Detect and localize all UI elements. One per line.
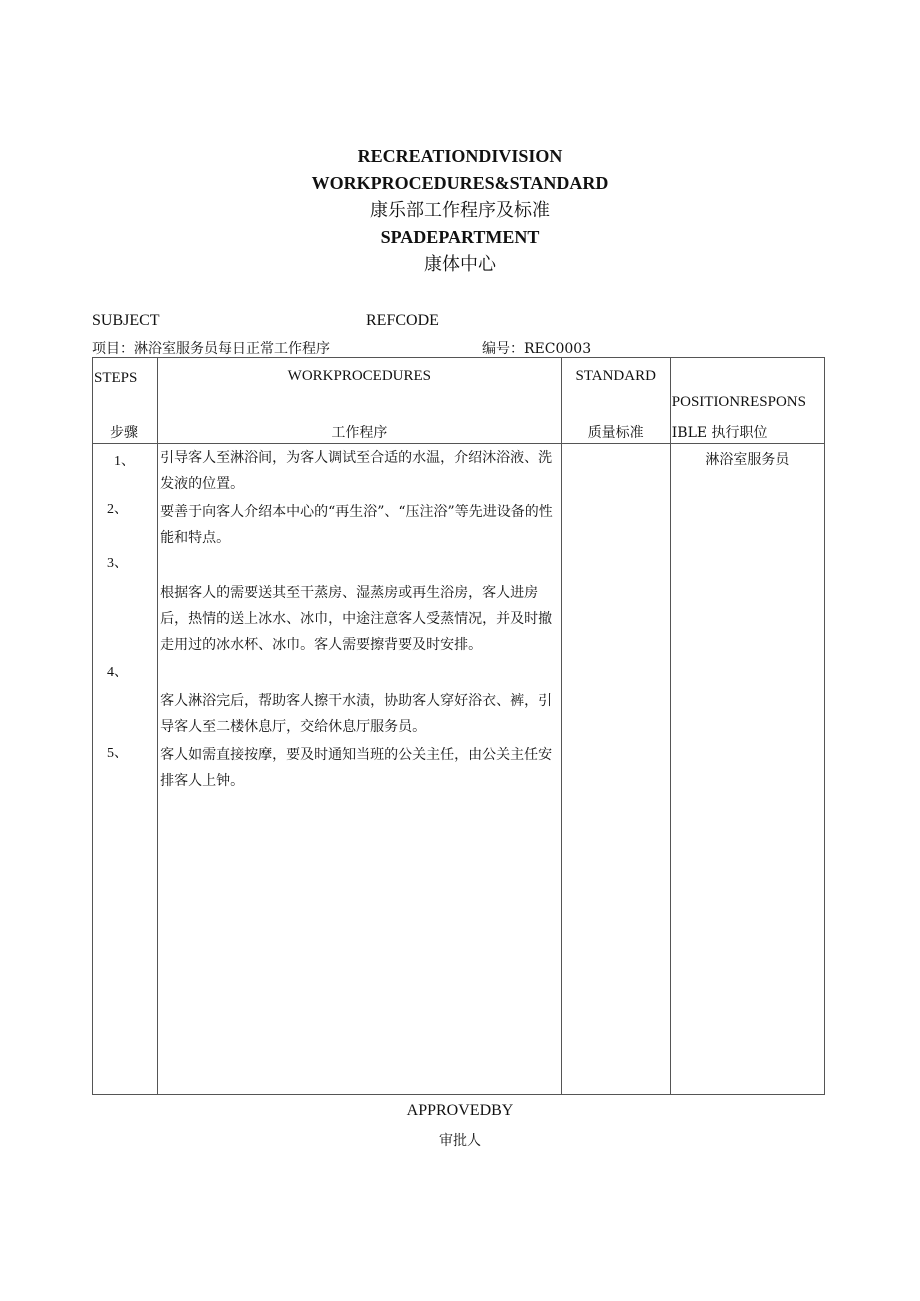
subject-label: SUBJECT [92,312,160,329]
procedure-table [92,357,825,1095]
division-title: RECREATIONDIVISION [357,146,563,166]
steps-header-en: STEPS [94,370,138,386]
standard-cell [561,444,670,1095]
step-number: 4、 [107,665,128,680]
position-header-en: POSITIONRESPONS [671,394,806,410]
procedure-text: 引导客人至淋浴间，为客人调试至合适的水温，介绍沐浴液、洗发液的位置。 [160,450,553,492]
department-title: SPADEPARTMENT [380,227,540,247]
refcode-value: 编号：REC0003 [482,341,592,357]
position-header-cn: IBLE 执行职位 [671,425,768,441]
document-header [0,143,920,278]
steps-cell [93,444,158,1095]
steps-header [93,358,158,444]
standard-header-en: STANDARD [575,368,656,384]
approved-by-label-cn: 审批人 [439,1133,481,1149]
procedures-cell [158,444,562,1095]
procedures-header-cn: 工作程序 [331,425,388,441]
procedures-title: WORKPROCEDURES&STANDARD [311,173,609,193]
step-number: 5、 [107,746,128,761]
procedure-text: 客人如需直接按摩，要及时通知当班的公关主任，由公关主任安排客人上钟。 [160,747,553,789]
procedure-text: 要善于向客人介绍本中心的“再生浴”、“压注浴”等先进设备的性能和特点。 [160,504,553,546]
procedures-title-cn: 康乐部工作程序及标准 [370,200,550,221]
steps-header-cn: 步骤 [110,425,138,441]
position-cell [670,444,824,1095]
approved-by-label: APPROVEDBY [406,1102,514,1119]
refcode-label: REFCODE [366,312,439,329]
step-number: 3、 [107,556,128,571]
procedure-text: 根据客人的需要送其至干蒸房、湿蒸房或再生浴房，客人进房后，热情的送上冰水、冰巾，中途注意客人受蒸情况，并及时撤走用过的冰水杯、冰巾。客人需要擦背要及时安排。 [160,585,553,653]
table-body-row [93,444,825,1095]
procedures-header-en: WORKPROCEDURES [287,368,432,384]
step-number: 1、 [114,454,135,469]
table-header-row [93,358,825,444]
subject-value: 项目：淋浴室服务员每日正常工作程序 [92,341,330,357]
procedures-header [158,358,562,444]
procedure-text: 客人淋浴完后，帮助客人擦干水渍，协助客人穿好浴衣、裤，引导客人至二楼休息厅，交给休息厅服务员。 [160,693,553,735]
position-header [670,358,824,444]
position-text: 淋浴室服务员 [705,452,790,468]
standard-header [561,358,670,444]
standard-header-cn: 质量标准 [587,425,644,441]
department-title-cn: 康体中心 [424,254,496,275]
step-number: 2、 [107,502,128,517]
